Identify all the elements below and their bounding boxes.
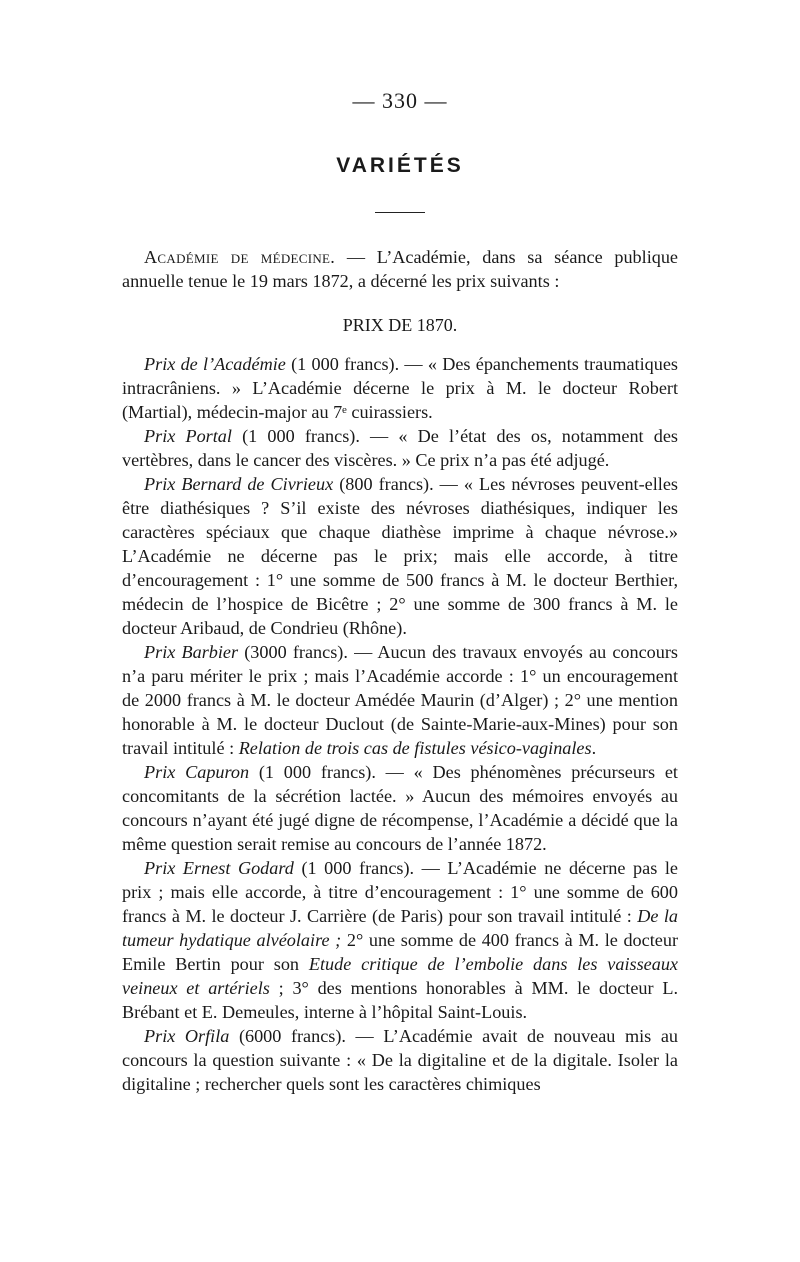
- prize-name: Prix Barbier: [144, 642, 239, 662]
- paragraph-prix-godard: [122, 856, 678, 1024]
- paragraph-end: .: [591, 738, 597, 758]
- paragraph-prix-orfila: [122, 1024, 678, 1096]
- paragraph-text: (1 000 francs). — « Des phénomènes précurseurs et concomitants de la sécrétion lactée. » Aucun des mémoires envoyés au concours n’ayant été jugé digne de récompense, l’Académie a décidé que la même question serait remise au concours de l’année 1872.: [122, 762, 678, 854]
- work-title-2: Etude critique de l’embolie dans les vaisseaux veineux et artériels: [122, 954, 678, 998]
- section-title: VARIÉTÉS: [336, 154, 464, 177]
- paragraph-text: (1 000 francs). — « De l’état des os, notamment des vertèbres, dans le cancer des viscères. » Ce prix n’a pas été adjugé.: [122, 426, 678, 470]
- paragraph-prix-barbier: [122, 640, 678, 760]
- paragraph-middle: 2° une somme de 400 francs à M. le docteur Emile Bertin pour son: [122, 930, 678, 974]
- intro-label: Académie de médecine.: [144, 247, 336, 267]
- title-rule: [375, 212, 425, 213]
- paragraph-prix-civrieux: [122, 472, 678, 640]
- paragraph-text: (6000 francs). — L’Académie avait de nouveau mis au concours la question suivante : « De la digitaline et de la digitale. Isoler la digitaline ; rechercher quels sont les caractères chimiques: [122, 1026, 678, 1094]
- page: [122, 88, 678, 1096]
- prize-heading: PRIX DE 1870.: [342, 315, 458, 335]
- intro-paragraph: [122, 245, 678, 293]
- paragraph-prix-portal: [122, 424, 678, 472]
- intro-text: — L’Académie, dans sa séance publique annuelle tenue le 19 mars 1872, a décerné les prix suivants :: [122, 247, 679, 291]
- prize-name: Prix Portal: [144, 426, 232, 446]
- paragraph-prix-academie: [122, 352, 678, 424]
- paragraph-text: (800 francs). — « Les névroses peuvent-elles être diathésiques ? S’il existe des névroses diathésiques, indiquer les caractères spéciaux que chaque diathèse imprime à chaque névrose.» L’Académie ne décerne pas le prix; mais elle accorde, à titre d’encouragement : 1° une somme de 500 francs à M. le docteur Berthier, médecin de l’hospice de Bicêtre ; 2° une somme de 300 francs à M. le docteur Aribaud, de Condrieu (Rhône).: [122, 474, 678, 638]
- prize-name: Prix Bernard de Civrieux: [144, 474, 334, 494]
- work-title: Relation de trois cas de fistules vésico-vaginales: [238, 738, 592, 758]
- prize-name: Prix Capuron: [144, 762, 250, 782]
- page-number: — 330 —: [352, 88, 448, 113]
- paragraph-prix-capuron: [122, 760, 678, 856]
- prize-name: Prix Ernest Godard: [144, 858, 294, 878]
- work-title: De la tumeur hydatique alvéolaire ;: [122, 906, 678, 950]
- prize-name: Prix Orfila: [144, 1026, 230, 1046]
- paragraph-text: (1 000 francs). — « Des épanchements traumatiques intracrâniens. » L’Académie décerne le prix à M. le docteur Robert (Martial), médecin-major au 7ᵉ cuirassiers.: [122, 354, 678, 422]
- paragraph-text: (3000 francs). — Aucun des travaux envoyés au concours n’a paru mériter le prix ; mais l’Académie accorde : 1° un encouragement de 2000 francs à M. le docteur Amédée Maurin (d’Alger) ; 2° une mention honorable à M. le docteur Duclout (de Sainte-Marie-aux-Mines) pour son travail intitulé :: [122, 642, 678, 758]
- paragraph-text: (1 000 francs). — L’Académie ne décerne pas le prix ; mais elle accorde, à titre d’encouragement : 1° une somme de 600 francs à M. le docteur J. Carrière (de Paris) pour son travail intitulé :: [122, 858, 679, 926]
- paragraph-end: ; 3° des mentions honorables à MM. le docteur L. Brébant et E. Demeules, interne à l’hôpital Saint-Louis.: [122, 978, 678, 1022]
- prize-name: Prix de l’Académie: [144, 354, 286, 374]
